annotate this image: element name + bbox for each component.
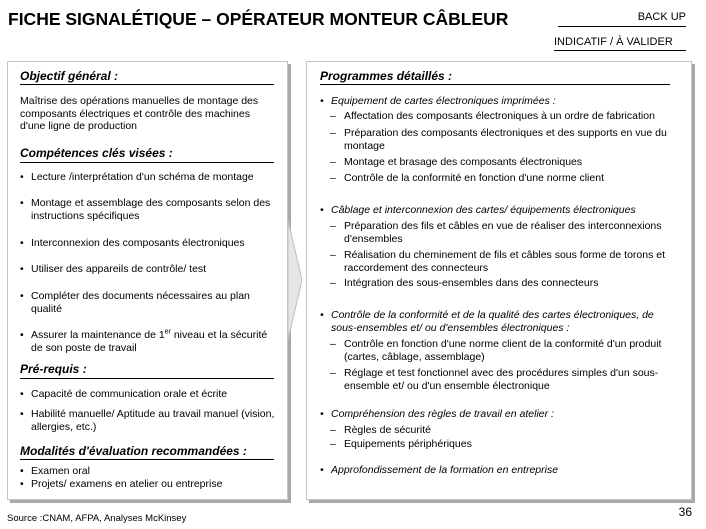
programmes-heading: Programmes détaillés : [320, 69, 453, 83]
backup-underline [558, 26, 686, 27]
competence-item-maintenance [20, 329, 276, 354]
program-item: – Contrôle en fonction d'une norme client de la conformité d'un produit (cartes, câblage, assemblage) [320, 338, 680, 363]
indicatif-label: INDICATIF / À VALIDER [554, 36, 673, 48]
modalites-rule [20, 459, 274, 460]
program-item: – Contrôle de la conformité en fonction d'une norme client [320, 172, 680, 185]
program-item: – Affectation des composants électroniques à un ordre de fabrication [320, 110, 680, 123]
modalite-item: • Projets/ examens en atelier ou entreprise [20, 478, 276, 491]
competence-item: • Montage et assemblage des composants selon des instructions spécifiques [20, 197, 276, 222]
objectif-text: Maîtrise des opérations manuelles de montage des composants électriques et contrôle des machines d'une ligne de production [20, 95, 259, 132]
program-item: – Préparation des fils et câbles en vue de réaliser des interconnexions d'ensembles [320, 220, 680, 245]
page-number: 36 [678, 505, 692, 519]
prerequis-rule [20, 378, 274, 379]
maintenance-superscript: er [164, 328, 171, 336]
indicatif-underline [554, 50, 686, 51]
objectif-heading: Objectif général : [20, 69, 119, 83]
program-title: • Contrôle de la conformité et de la qualité des cartes électroniques, de sous-ensembles et/ ou d'ensembles électroniques : [320, 309, 680, 334]
prerequis-item: • Capacité de communication orale et écrite [20, 388, 276, 401]
program-title: • Compréhension des règles de travail en atelier : [320, 408, 680, 421]
competences-heading: Compétences clés visées : [20, 146, 173, 160]
program-item: – Préparation des composants électroniques et des supports en vue du montage [320, 127, 680, 152]
program-item: – Montage et brasage des composants électroniques [320, 156, 680, 169]
source-note: Source :CNAM, AFPA, Analyses McKinsey [7, 513, 187, 524]
maintenance-text-b: niveau et la sécurité de son poste de travail [31, 329, 268, 354]
program-title: • Equipement de cartes électroniques imprimées : [320, 95, 680, 108]
programmes-rule [320, 84, 670, 85]
competence-item: • Lecture /interprétation d'un schéma de montage [20, 171, 276, 184]
modalite-item: • Examen oral [20, 465, 276, 478]
prerequis-item: • Habilité manuelle/ Aptitude au travail manuel (vision, allergies, etc.) [20, 408, 276, 433]
program-item: – Equipements périphériques [320, 438, 680, 451]
competence-item: • Utiliser des appareils de contrôle/ test [20, 263, 276, 276]
program-item: – Intégration des sous-ensembles dans des connecteurs [320, 277, 680, 290]
chevron-arrow-icon [288, 220, 302, 340]
competences-rule [20, 162, 274, 163]
prerequis-heading: Pré-requis : [20, 362, 87, 376]
program-item: – Règles de sécurité [320, 424, 680, 437]
competence-item: • Interconnexion des composants électroniques [20, 237, 276, 250]
program-item: – Réglage et test fonctionnel avec des procédures simples d'un sous-ensemble et/ ou d'un ensemble électronique [320, 367, 680, 392]
program-item: – Réalisation du cheminement de fils et câbles sous forme de torons et raccordement des connecteurs [320, 249, 680, 274]
objectif-rule [20, 84, 274, 85]
competence-item: • Compléter des documents nécessaires au plan qualité [20, 290, 276, 315]
program-title: • Approfondissement de la formation en entreprise [320, 464, 680, 477]
program-title: • Câblage et interconnexion des cartes/ équipements électroniques [320, 204, 680, 217]
maintenance-text-a: Assurer la maintenance de 1 [31, 329, 165, 341]
modalites-heading: Modalités d'évaluation recommandées : [20, 444, 247, 458]
page-title: FICHE SIGNALÉTIQUE – OPÉRATEUR MONTEUR CÂBLEUR [8, 9, 509, 29]
backup-label: BACK UP [637, 11, 686, 23]
